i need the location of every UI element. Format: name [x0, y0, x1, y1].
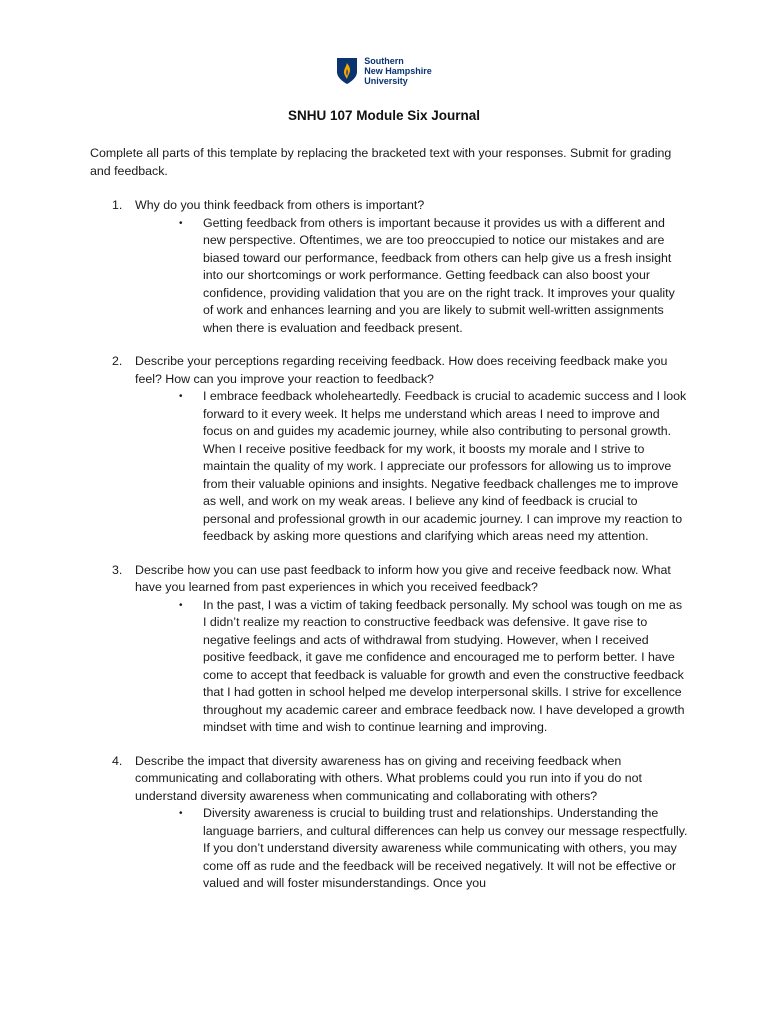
logo-line-3: University [364, 76, 408, 86]
logo-wordmark [364, 56, 432, 86]
question-1 [90, 197, 688, 337]
logo-line-2: New Hampshire [364, 66, 432, 76]
answer-bullet [179, 805, 688, 893]
answer-text: I embrace feedback wholeheartedly. Feedback is crucial to academic success and I look forward to it every week. It helps me understand which areas I need to improve and focus on and guides my academic journey, while also contributing to personal growth. When I receive positive feedback for my work, it boosts my morale and I strive to maintain the quality of my work. I appreciate our professors for allowing us to improve from their valuable opinions and insights. Negative feedback challenges me to improve as well, and work on my weak areas. I believe any kind of feedback is crucial to personal and professional growth in our academic journey. I can improve my reaction to feedback by asking more questions and clarifying which areas need my attention. [203, 389, 687, 543]
answer-bullet [179, 388, 688, 546]
question-2 [90, 353, 688, 546]
question-number: 4. [112, 753, 123, 768]
question-text: Describe your perceptions regarding receiving feedback. How does receiving feedback make you feel? How can you improve your reaction to feedback? [135, 354, 668, 386]
answer-text: Getting feedback from others is important because it provides us with a different and new perspective. Oftentimes, we are too preoccupied to notice our mistakes and are biased toward our performance, feedback from others can help give us a fresh insight into our shortcomings or work performance. Getting feedback can also boost your confidence, providing validation that you are on the right track. It improves your quality of work and enhances learning and you are likely to submit well-written assignments when there is evaluation and feedback present. [203, 215, 675, 335]
answer-bullet [179, 597, 688, 737]
answer-text: Diversity awareness is crucial to building trust and relationships. Understanding the language barriers, and cultural differences can help us convey our message respectfully. If you don’t understand diversity awareness while communicating with others, you may come off as rude and the feedback will be received negatively. It will not be effective or valued and will foster misunderstandings. Once you [203, 806, 688, 890]
university-logo [80, 56, 688, 86]
bullet-icon: • [179, 599, 183, 611]
answer-text: In the past, I was a victim of taking feedback personally. My school was tough on me as I didn’t realize my reaction to constructive feedback was defensive. It gave rise to negative feelings and acts of withdrawal from studying. However, when I received positive feedback, it gave me confidence and encouraged me to perform better. I have come to accept that feedback is valuable for growth and even the constructive feedback that I had gotten in school helped me develop interpersonal skills. I strive for excellence throughout my academic career and embrace feedback now. I have developed a growth mindset with time and wish to continue learning and improving. [203, 597, 685, 734]
answer-bullet [179, 215, 688, 338]
question-number: 3. [112, 562, 123, 577]
question-text: Describe the impact that diversity awareness has on giving and receiving feedback when communicating and collaborating with others. What problems could you run into if you do not understand diversity awareness when communicating and collaborating with others? [135, 753, 642, 803]
bullet-icon: • [179, 808, 183, 819]
shield-flame-icon [336, 57, 358, 85]
bullet-icon: • [179, 217, 183, 229]
question-text: Describe how you can use past feedback to inform how you give and receive feedback now. What have you learned from past experiences in which you received feedback? [135, 562, 671, 594]
question-4 [90, 753, 688, 893]
question-number: 2. [112, 354, 123, 368]
question-number: 1. [112, 198, 123, 212]
question-text: Why do you think feedback from others is important? [135, 198, 425, 212]
logo-line-1: Southern [364, 56, 404, 66]
question-3 [90, 562, 688, 737]
page-title: SNHU 107 Module Six Journal [287, 108, 481, 123]
intro-paragraph: Complete all parts of this template by replacing the bracketed text with your responses. Submit for grading and feedback. [90, 146, 672, 178]
bullet-icon: • [179, 391, 183, 402]
